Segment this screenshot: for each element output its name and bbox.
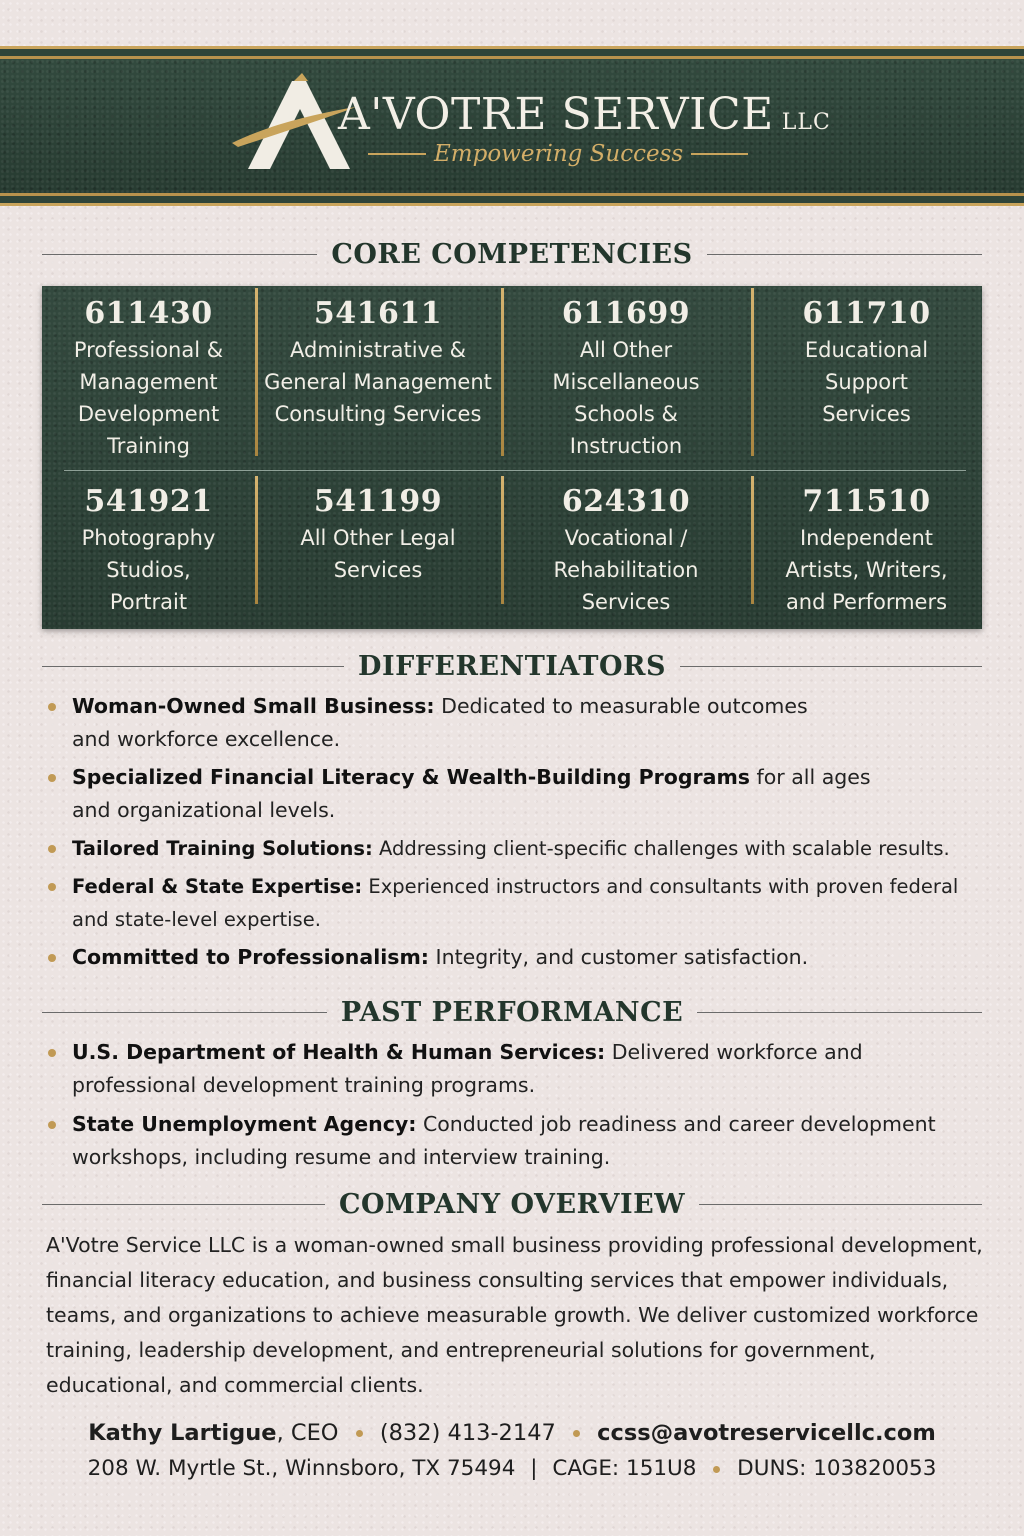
- bullet-icon: [48, 703, 56, 711]
- header-banner: [0, 46, 1024, 206]
- competencies-heading: CORE COMPETENCIES: [42, 236, 982, 272]
- brand-name: A'VOTRE SERVICE LLC: [338, 89, 831, 140]
- list-item: Federal & State Expertise: Experienced instructors and consultants with proven federal and state-level expertise.: [44, 870, 984, 936]
- competency-cell: 611430 Professional & Management Development Training: [73, 296, 224, 458]
- list-item: Committed to Professionalism: Integrity, and customer satisfaction.: [44, 941, 984, 974]
- column-divider: [501, 476, 504, 604]
- competency-cell: 624310 Vocational / Rehabilitation Services: [501, 476, 751, 626]
- competency-cell: 711510 Independent Artists, Writers, and Performers: [751, 476, 982, 626]
- competencies-panel: [42, 286, 982, 629]
- column-divider: [751, 288, 754, 456]
- competencies-row-2: [42, 476, 982, 626]
- contact-cage: CAGE: 151U8: [552, 1456, 697, 1481]
- contact-address: 208 W. Myrtle St., Winnsboro, TX 75494: [87, 1456, 516, 1481]
- list-item: State Unemployment Agency: Conducted job readiness and career development workshops, including resume and interview training.: [44, 1108, 984, 1174]
- contact-email[interactable]: ccss@avotreservicellc.com: [597, 1420, 936, 1446]
- competency-cell: 541921 Photography Studios, Portrait: [81, 484, 216, 614]
- tagline-rule-right: [691, 153, 748, 155]
- differentiators-list: [44, 690, 984, 979]
- brand-suffix: LLC: [781, 110, 831, 135]
- column-divider: [751, 476, 754, 604]
- past-performance-heading: PAST PERFORMANCE: [42, 994, 982, 1030]
- tagline-rule-left: [368, 153, 426, 155]
- contact-duns: DUNS: 103820053: [737, 1456, 937, 1481]
- bullet-icon: [48, 1121, 56, 1129]
- column-divider: [255, 288, 258, 456]
- tagline: Empowering Success: [434, 141, 684, 167]
- bullet-icon: [48, 845, 56, 853]
- separator-bar-icon: |: [530, 1456, 538, 1481]
- column-divider: [501, 288, 504, 456]
- bullet-icon: [48, 1049, 56, 1057]
- list-item: U.S. Department of Health & Human Services: Delivered workforce and professional development training programs.: [44, 1036, 984, 1102]
- row-divider: [64, 470, 966, 471]
- bullet-icon: [48, 774, 56, 782]
- differentiators-heading: DIFFERENTIATORS: [42, 648, 982, 684]
- separator-dot-icon: [356, 1430, 363, 1437]
- contact-phone[interactable]: (832) 413-2147: [379, 1420, 556, 1446]
- past-performance-list: [44, 1036, 984, 1174]
- list-item: Tailored Training Solutions: Addressing client-specific challenges with scalable results.: [44, 832, 984, 865]
- column-divider: [255, 476, 258, 604]
- bullet-icon: [48, 883, 56, 891]
- contact-line-2: [0, 1456, 1024, 1481]
- contact-role: , CEO: [276, 1420, 339, 1446]
- separator-dot-icon: [573, 1430, 580, 1437]
- contact-line-1: [0, 1420, 1024, 1446]
- bullet-icon: [48, 954, 56, 962]
- competency-cell: 541199 All Other Legal Services: [255, 476, 501, 626]
- separator-dot-icon: [713, 1466, 720, 1473]
- competency-cell: 541611 Administrative & General Management Consulting Services: [255, 288, 501, 458]
- tagline-row: [368, 139, 748, 169]
- competency-cell: 611710 Educational Support Services: [751, 288, 982, 458]
- overview-heading: COMPANY OVERVIEW: [42, 1186, 982, 1222]
- competencies-row-1: [42, 288, 982, 458]
- overview-text: A'Votre Service LLC is a woman-owned small business providing professional development, financial literacy education, and business consulting services that empower individuals, teams, and organizations to achieve measurable growth. We deliver customized workforce training, leadership development, and entrepreneurial solutions for government, educational, and commercial clients.: [46, 1233, 983, 1397]
- list-item: Specialized Financial Literacy & Wealth-Building Programs for all ages and organizational levels.: [44, 761, 984, 827]
- contact-name: Kathy Lartigue: [88, 1420, 277, 1446]
- competency-cell: 611699 All Other Miscellaneous Schools & Instruction: [501, 288, 751, 458]
- list-item: Woman-Owned Small Business: Dedicated to measurable outcomes and workforce excellence.: [44, 690, 984, 756]
